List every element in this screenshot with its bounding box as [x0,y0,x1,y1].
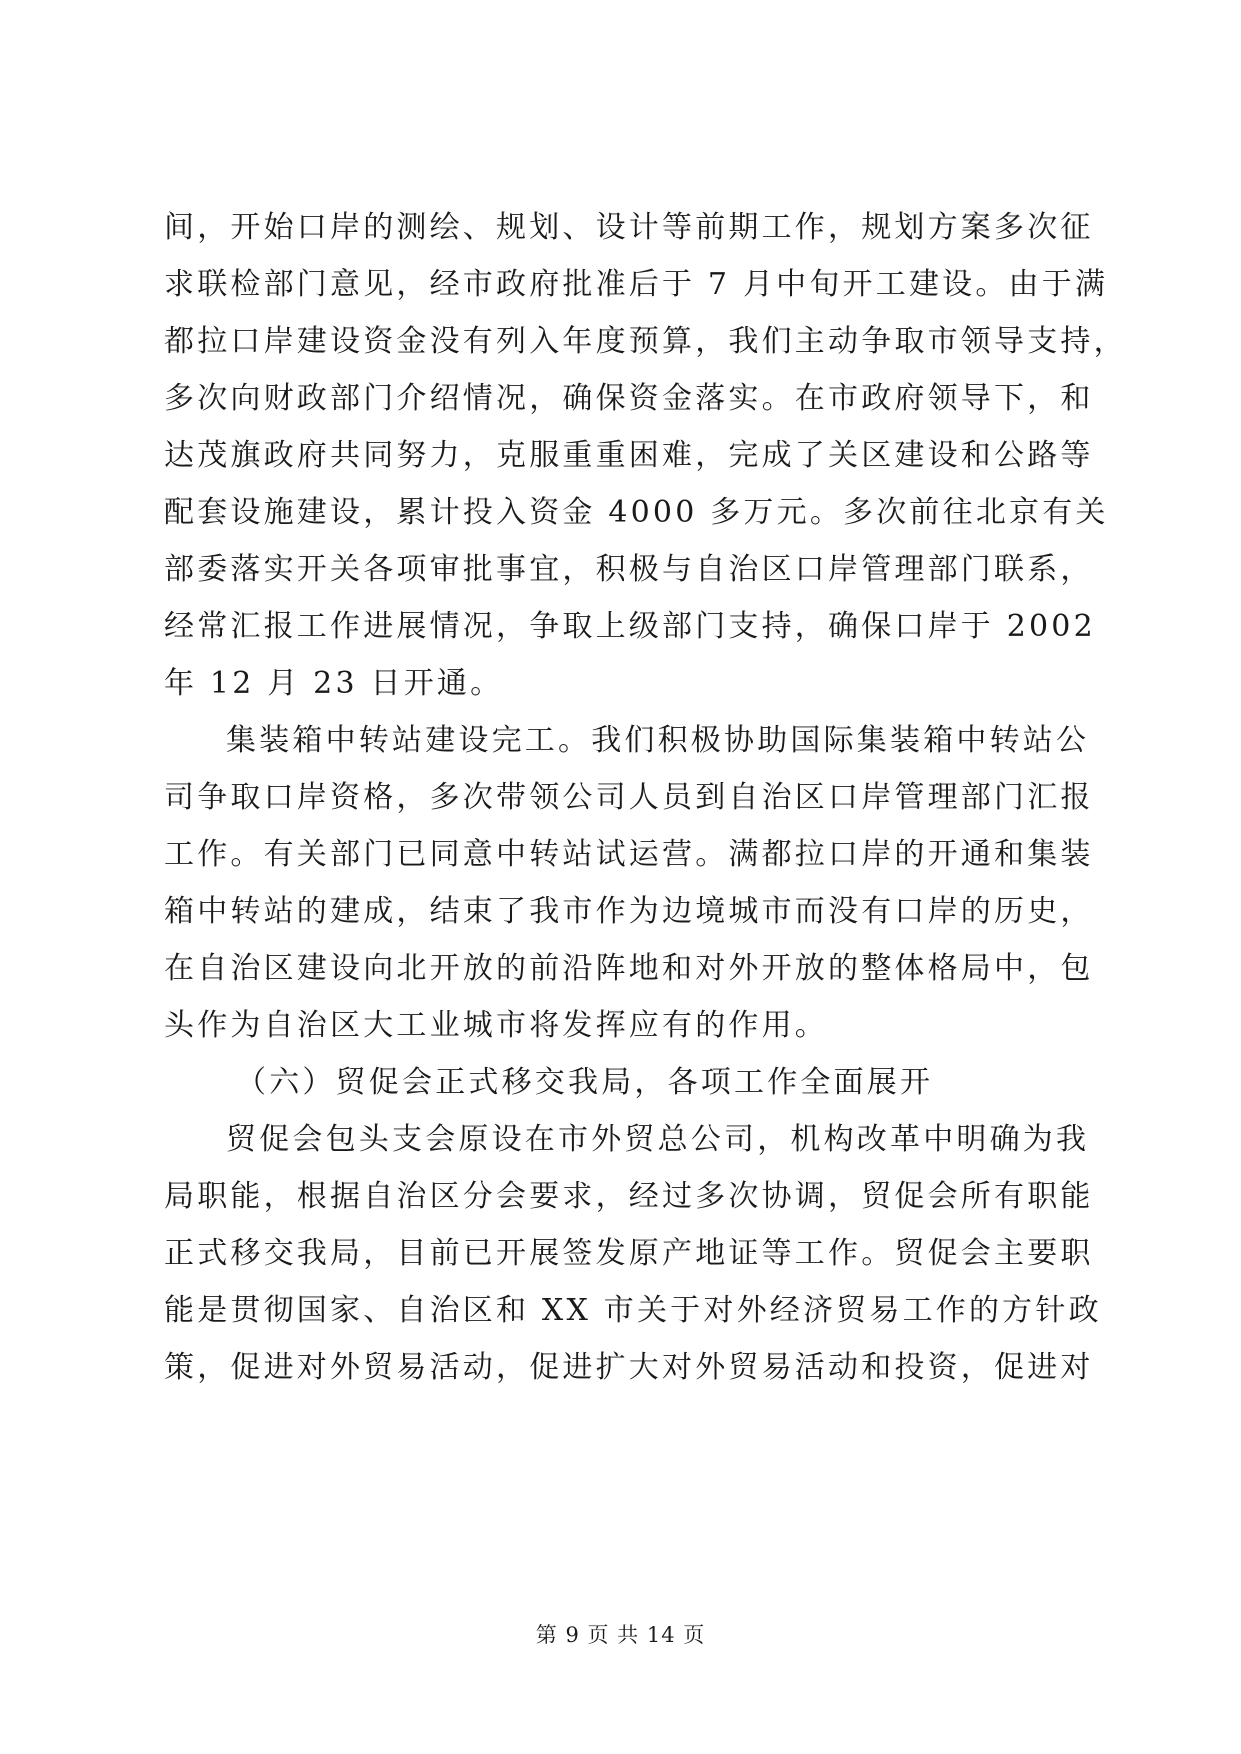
text-line: 年 12 月 23 日开通。 [164,666,504,701]
text-line: 正式移交我局，目前已开展签发原产地证等工作。贸促会主要职 [164,1236,1094,1271]
text-line: 司争取口岸资格，多次带领公司人员到自治区口岸管理部门汇报 [164,780,1094,815]
text-line: 都拉口岸建设资金没有列入年度预算，我们主动争取市领导支持， [164,324,1127,359]
text-line: 部委落实开关各项审批事宜，积极与自治区口岸管理部门联系， [164,552,1094,587]
text-line: 能是贯彻国家、自治区和 XX 市关于对外经济贸易工作的方针政 [164,1293,1102,1328]
text-line: 箱中转站的建成，结束了我市作为边境城市而没有口岸的历史， [164,894,1094,929]
text-line: 求联检部门意见，经市政府批准后于 7 月中旬开工建设。由于满 [164,267,1109,302]
text-line: 策，促进对外贸易活动，促进扩大对外贸易活动和投资，促进对 [164,1350,1094,1385]
text-line: 局职能，根据自治区分会要求，经过多次协调，贸促会所有职能 [164,1179,1094,1214]
text-line: 工作。有关部门已同意中转站试运营。满都拉口岸的开通和集装 [164,837,1094,872]
paragraph-first-line: 贸促会包头支会原设在市外贸总公司，机构改革中明确为我 [226,1122,1090,1157]
paragraph-first-line: 集装箱中转站建设完工。我们积极协助国际集装箱中转站公 [226,723,1090,758]
text-line: 头作为自治区大工业城市将发挥应有的作用。 [164,1008,828,1043]
text-line: 经常汇报工作进展情况，争取上级部门支持，确保口岸于 2002 [164,609,1096,644]
text-line: 达茂旗政府共同努力，克服重重困难，完成了关区建设和公路等 [164,438,1094,473]
text-line: 配套设施建设，累计投入资金 4000 多万元。多次前往北京有关 [164,495,1109,530]
section-heading: （六）贸促会正式移交我局，各项工作全面展开 [236,1065,934,1100]
text-line: 间，开始口岸的测绘、规划、设计等前期工作，规划方案多次征 [164,210,1094,245]
text-line: 在自治区建设向北开放的前沿阵地和对外开放的整体格局中，包 [164,951,1094,986]
page-number-footer: 第 9 页 共 14 页 [535,1623,706,1647]
text-line: 多次向财政部门介绍情况，确保资金落实。在市政府领导下，和 [164,381,1094,416]
